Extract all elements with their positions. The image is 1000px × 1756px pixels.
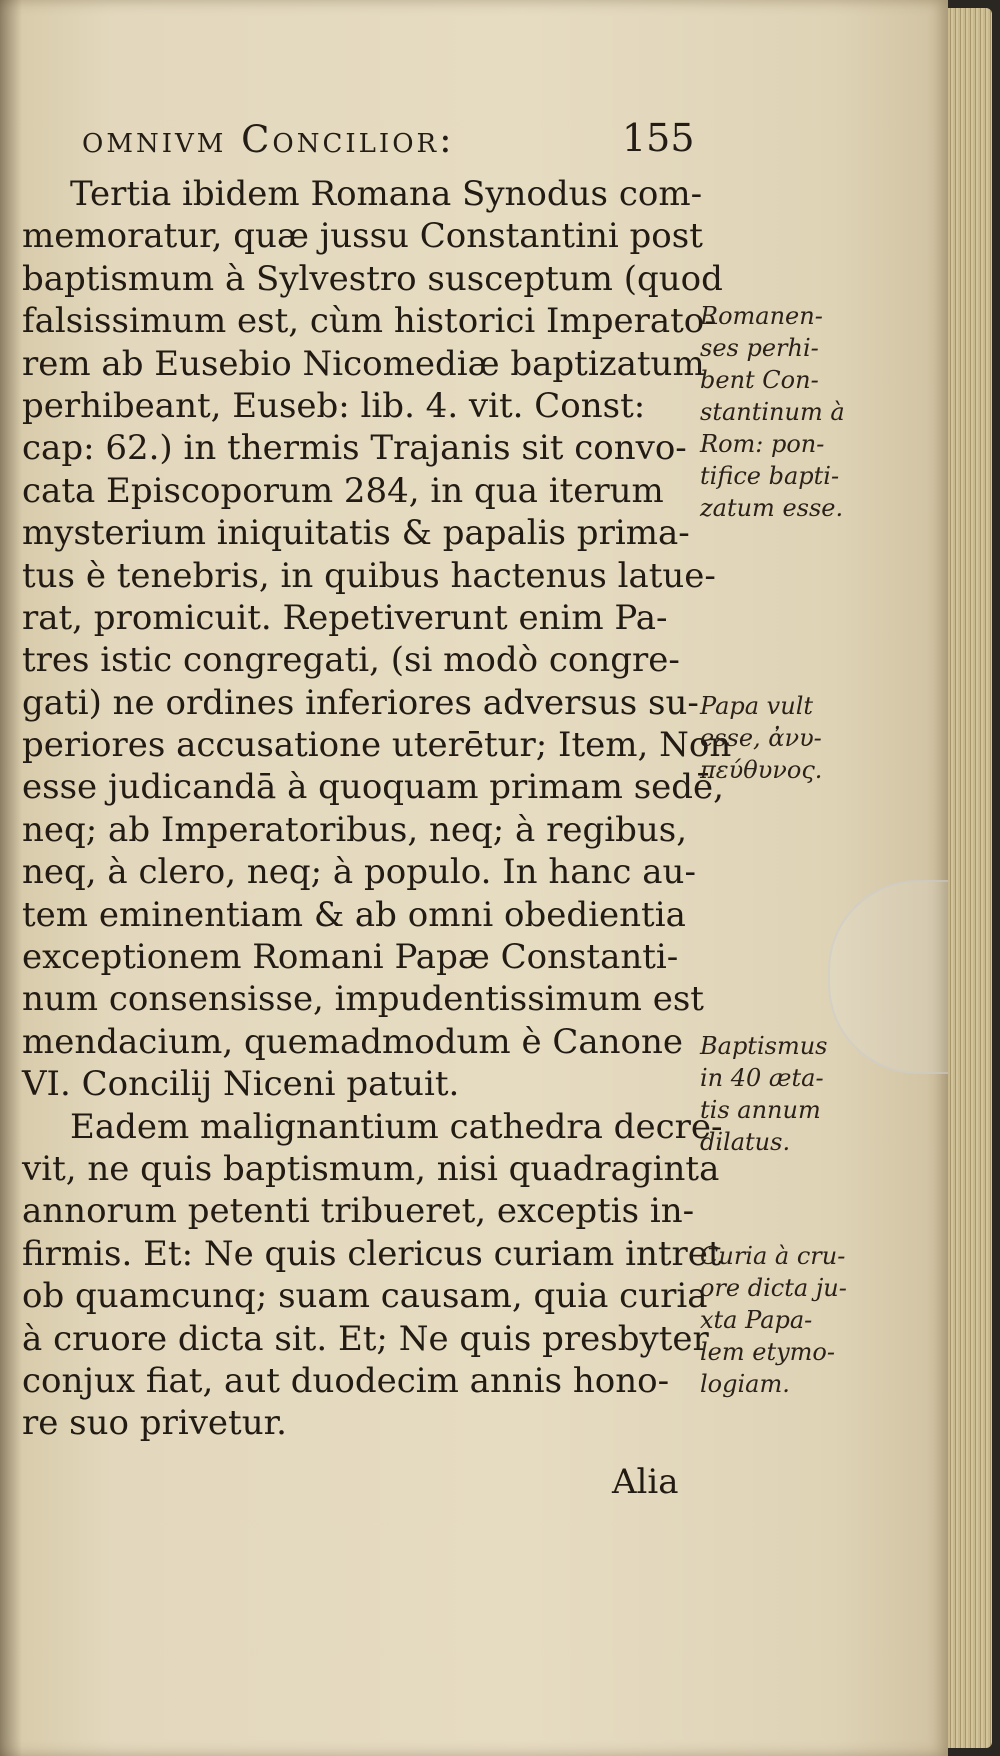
marginal-line: logiam. (700, 1370, 790, 1398)
marginal-line: in 40 ætа- (700, 1064, 824, 1092)
marginal-line: zatum esse. (700, 494, 844, 522)
text-line: neq; ab Imperatoribus, neq; à regibus, (22, 809, 688, 850)
main-text (22, 173, 732, 1445)
running-header (82, 118, 682, 161)
marginal-line: tifice bapti- (700, 462, 840, 490)
text-line: Tertia ibidem Romana Synodus com- (70, 174, 703, 214)
text-line: mendacium, quemadmodum è Canone (22, 1021, 684, 1062)
marginal-line: Rom: pon- (700, 430, 825, 458)
text-line: annorum petenti tribueret, exceptis in- (22, 1191, 695, 1232)
text-line: gati) ne ordines inferiores adversus su- (22, 682, 699, 723)
text-line: Eadem malignantium cathedra decre- (70, 1106, 723, 1147)
text-line: periores accusatione uterētur; Item, Non (22, 725, 732, 766)
spine-shadow (0, 0, 22, 1756)
text-line: memoratur, quæ jussu Constantini post (22, 216, 703, 257)
text-line: mysterium iniquitatis & papalis prima- (22, 513, 690, 554)
marginal-line: Curia à cru- (700, 1242, 846, 1270)
marginal-line: Romanen- (700, 302, 823, 330)
text-line: num consensisse, impudentissimum est (22, 979, 704, 1020)
marginal-line: ore dicta ju- (700, 1274, 847, 1302)
text-line: falsissimum est, cùm historici Imperato- (22, 301, 716, 342)
text-line: cata Episcoporum 284, in qua iterum (22, 470, 664, 511)
marginal-line: stantinum à (700, 398, 845, 426)
text-line: tres istic congregati, (si modò congre- (22, 640, 680, 681)
text-line: à cruore dicta sit. Et; Ne quis presbyter (22, 1318, 709, 1359)
marginal-line: esse, ἀνυ- (700, 724, 822, 752)
text-line: neq, à clero, neq; à populo. In hanc au- (22, 852, 696, 893)
marginal-line: πεύθυνος. (700, 756, 823, 784)
text-line: exceptionem Romani Papæ Constanti- (22, 937, 679, 978)
text-line: tem eminentiam & ab omni obedientia (22, 894, 686, 935)
text-line: vit, ne quis baptismum, nisi quadraginta (22, 1148, 720, 1189)
marginal-line: ses perhi- (700, 334, 819, 362)
marginal-line: lem etymo- (700, 1338, 835, 1366)
text-line: VI. Concilij Niceni patuit. (22, 1064, 460, 1105)
marginal-line: xta Papa- (700, 1306, 813, 1334)
marginal-line: bent Con- (700, 366, 819, 394)
marginal-note (700, 1240, 860, 1400)
marginal-line: dilatus. (700, 1128, 791, 1156)
text-line: tus è tenebris, in quibus hactenus latue- (22, 555, 716, 596)
marginal-note (700, 690, 860, 786)
header-title: omnivm Concilior: (82, 118, 455, 161)
marginal-note (700, 1030, 860, 1158)
text-line: rem ab Eusebio Nicomediæ baptizatum (22, 343, 705, 384)
text-line: firmis. Et: Ne quis clericus curiam intret (22, 1233, 722, 1274)
text-line: re suo privetur. (22, 1403, 287, 1444)
catchword: Alia (612, 1462, 679, 1502)
marginal-line: tis annum (700, 1096, 821, 1124)
text-line: esse judicandā à quoquam primam sedē, (22, 767, 724, 808)
marginal-note (700, 300, 860, 524)
text-line: rat, promicuit. Repetiverunt enim Pa- (22, 597, 668, 638)
page-number: 155 (622, 116, 695, 160)
text-line: conjux fiat, aut duodecim annis hono- (22, 1360, 670, 1401)
text-line: cap: 62.) in thermis Trajanis sit convo- (22, 428, 687, 469)
text-line: baptismum à Sylvestro susceptum (quod (22, 258, 723, 299)
marginal-line: Baptismus (700, 1032, 828, 1060)
marginal-line: Papa vult (700, 692, 814, 720)
text-line: perhibeant, Euseb: lib. 4. vit. Const: (22, 385, 646, 426)
text-line: ob quamcunq; suam causam, quia curia (22, 1276, 708, 1317)
page-edges (948, 8, 992, 1748)
